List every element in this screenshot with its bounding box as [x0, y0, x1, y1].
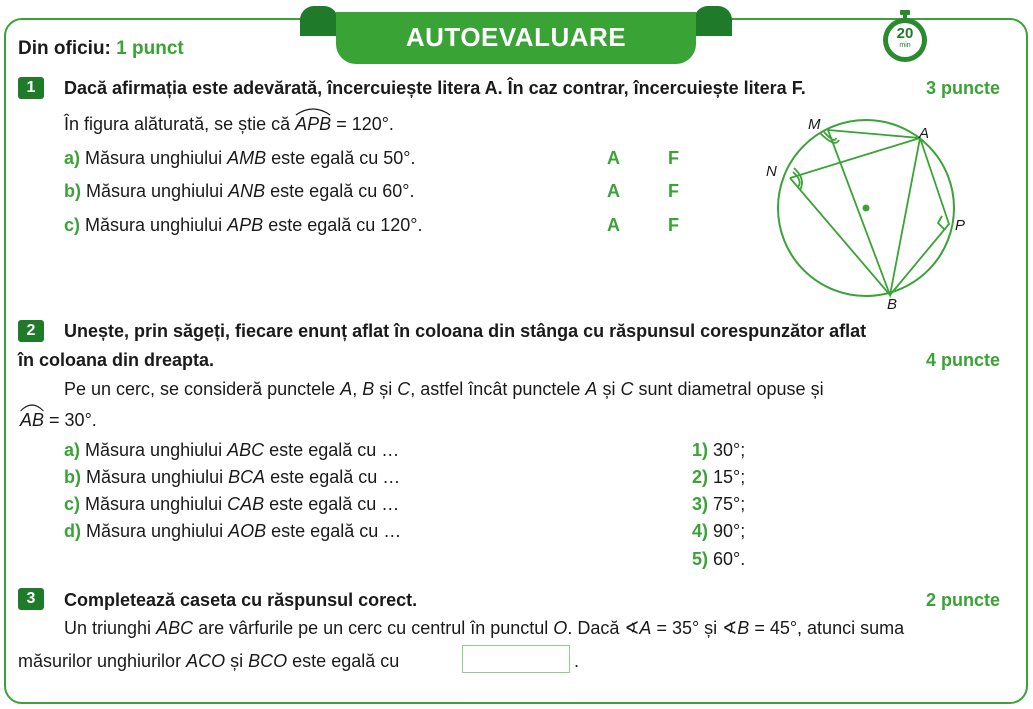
point-b: B — [362, 379, 375, 399]
arc-ab-label: AB — [20, 410, 45, 430]
answer-input-box[interactable] — [462, 645, 570, 673]
answer-number: 2) — [692, 467, 709, 487]
question-3-number: 3 — [18, 588, 44, 610]
arc-apb-label: APB — [295, 114, 332, 134]
statement-text: = 35° și ∢ — [656, 618, 738, 638]
angle-name: AOB — [228, 521, 267, 541]
center-name: O — [553, 618, 568, 638]
q1-a-option-a[interactable]: A — [607, 148, 620, 168]
arc-ab-value: = 30°. — [49, 410, 97, 430]
statement-end: . — [574, 651, 580, 671]
arc-apb — [295, 114, 331, 135]
q1-b-option-a[interactable]: A — [607, 181, 620, 201]
statement-text: măsurilor unghiurilor — [18, 651, 182, 671]
q1-b-option-f[interactable]: F — [668, 181, 679, 201]
statement-text: = 45°, atunci suma — [754, 618, 905, 638]
question-1-instruction: Dacă afirmația este adevărată, încercuiește litera A. În caz contrar, încercuiește litera F. — [64, 78, 806, 98]
oficiu-label: Din oficiu: — [18, 38, 111, 59]
item-text: este egală cu … — [269, 494, 400, 514]
q2-right-item-1[interactable] — [692, 440, 745, 461]
item-letter: d) — [64, 521, 81, 541]
intro-text: În figura alăturată, se știe că — [64, 114, 291, 134]
angle-b: B — [737, 618, 750, 638]
oficiu-points: 1 punct — [116, 38, 184, 59]
timer-value: 20 — [896, 25, 914, 42]
item-letter: a) — [64, 440, 81, 460]
statement-text: și — [230, 651, 244, 671]
point-a: A — [585, 379, 598, 399]
answer-number: 4) — [692, 521, 709, 541]
q2-left-item-b[interactable] — [64, 467, 400, 488]
item-text: Măsura unghiului — [85, 148, 223, 168]
item-text: este egală cu 60°. — [270, 181, 415, 201]
statement-text: , — [352, 379, 358, 399]
question-1-points: 3 puncte — [926, 78, 1001, 98]
question-3-statement-line1 — [64, 618, 904, 639]
title-banner — [300, 6, 732, 64]
item-text: Măsura unghiului — [85, 440, 223, 460]
q2-left-item-d[interactable] — [64, 521, 401, 542]
item-letter: b) — [64, 181, 81, 201]
q1-a-option-f[interactable]: F — [668, 148, 679, 168]
point-a: A — [340, 379, 353, 399]
angle-a: A — [639, 618, 652, 638]
triangle-name: ABC — [156, 618, 194, 638]
answer-value: 75°; — [713, 494, 746, 514]
item-text: Măsura unghiului — [85, 494, 223, 514]
q2-right-item-2[interactable] — [692, 467, 745, 488]
banner-tab-right — [694, 6, 732, 36]
angle-name: ANB — [228, 181, 266, 201]
circle-figure — [760, 108, 1010, 313]
label-a: A — [919, 125, 930, 142]
q2-left-item-a[interactable] — [64, 440, 399, 461]
question-2-points: 4 puncte — [926, 350, 1001, 370]
angle-bco: BCO — [248, 651, 288, 671]
item-text: este egală cu 50°. — [271, 148, 416, 168]
item-text: este egală cu … — [269, 440, 400, 460]
angle-name: ABC — [227, 440, 265, 460]
item-letter: a) — [64, 148, 81, 168]
answer-number: 3) — [692, 494, 709, 514]
angle-aco: ACO — [186, 651, 226, 671]
item-letter: c) — [64, 215, 81, 235]
question-3-statement-line2 — [18, 651, 399, 672]
item-text: este egală cu … — [270, 467, 401, 487]
label-b: B — [887, 296, 898, 313]
label-p: P — [955, 217, 966, 234]
q1-c-option-f[interactable]: F — [668, 215, 679, 235]
q2-right-item-4[interactable] — [692, 521, 745, 542]
question-2-instruction-line1: Unește, prin săgeți, fiecare enunț aflat în coloana din stânga cu răspunsul corespunzător aflat — [64, 321, 867, 341]
question-3-instruction: Completează caseta cu răspunsul corect. — [64, 590, 418, 610]
q1-item-a — [64, 148, 415, 169]
statement-text: Pe un cerc, se consideră punctele — [64, 379, 336, 399]
q1-item-c — [64, 215, 423, 236]
statement-text: , astfel încât punctele — [410, 379, 581, 399]
question-2-instruction-line2: în coloana din dreapta. — [18, 350, 215, 370]
statement-text: și — [602, 379, 616, 399]
angle-name: APB — [227, 215, 264, 235]
angle-name: AMB — [227, 148, 267, 168]
statement-text: are vârfurile pe un cerc cu centrul în punctul — [198, 618, 549, 638]
arc-ab — [20, 410, 44, 431]
arc-ab-line — [20, 410, 97, 431]
statement-text: Un triunghi — [64, 618, 152, 638]
question-2-number: 2 — [18, 320, 44, 342]
statement-text: . Dacă ∢ — [567, 618, 640, 638]
page-title: AUTOEVALUARE — [336, 12, 696, 64]
angle-name: BCA — [228, 467, 266, 487]
item-letter: c) — [64, 494, 81, 514]
item-letter: b) — [64, 467, 81, 487]
point-c: C — [620, 379, 634, 399]
intro-value: = 120°. — [336, 114, 394, 134]
banner-tab-left — [300, 6, 338, 36]
item-text: Măsura unghiului — [86, 181, 224, 201]
answer-value: 60°. — [713, 549, 746, 569]
label-m: M — [808, 116, 821, 133]
q2-right-item-3[interactable] — [692, 494, 745, 515]
item-text: este egală cu … — [271, 521, 402, 541]
stopwatch-icon — [880, 10, 930, 64]
question-2-statement — [64, 379, 824, 400]
statement-text: și — [379, 379, 393, 399]
item-text: Măsura unghiului — [86, 521, 224, 541]
item-text: Măsura unghiului — [86, 467, 224, 487]
question-1-number: 1 — [18, 77, 44, 99]
question-1-intro — [64, 114, 394, 135]
q1-c-option-a[interactable]: A — [607, 215, 620, 235]
timer-unit: min — [899, 42, 911, 49]
point-c: C — [397, 379, 411, 399]
answer-number: 5) — [692, 549, 709, 569]
answer-value: 15°; — [713, 467, 746, 487]
q1-item-b — [64, 181, 414, 202]
answer-value: 30°; — [713, 440, 746, 460]
label-n: N — [766, 163, 777, 180]
q2-left-item-c[interactable] — [64, 494, 399, 515]
item-text: Măsura unghiului — [85, 215, 223, 235]
oficiu-line — [18, 38, 184, 60]
statement-text: este egală cu — [292, 651, 400, 671]
answer-number: 1) — [692, 440, 709, 460]
angle-name: CAB — [227, 494, 265, 514]
q2-right-item-5[interactable] — [692, 549, 745, 570]
item-text: este egală cu 120°. — [268, 215, 423, 235]
question-3-points: 2 puncte — [926, 590, 1001, 610]
statement-text: sunt diametral opuse și — [638, 379, 824, 399]
answer-value: 90°; — [713, 521, 746, 541]
